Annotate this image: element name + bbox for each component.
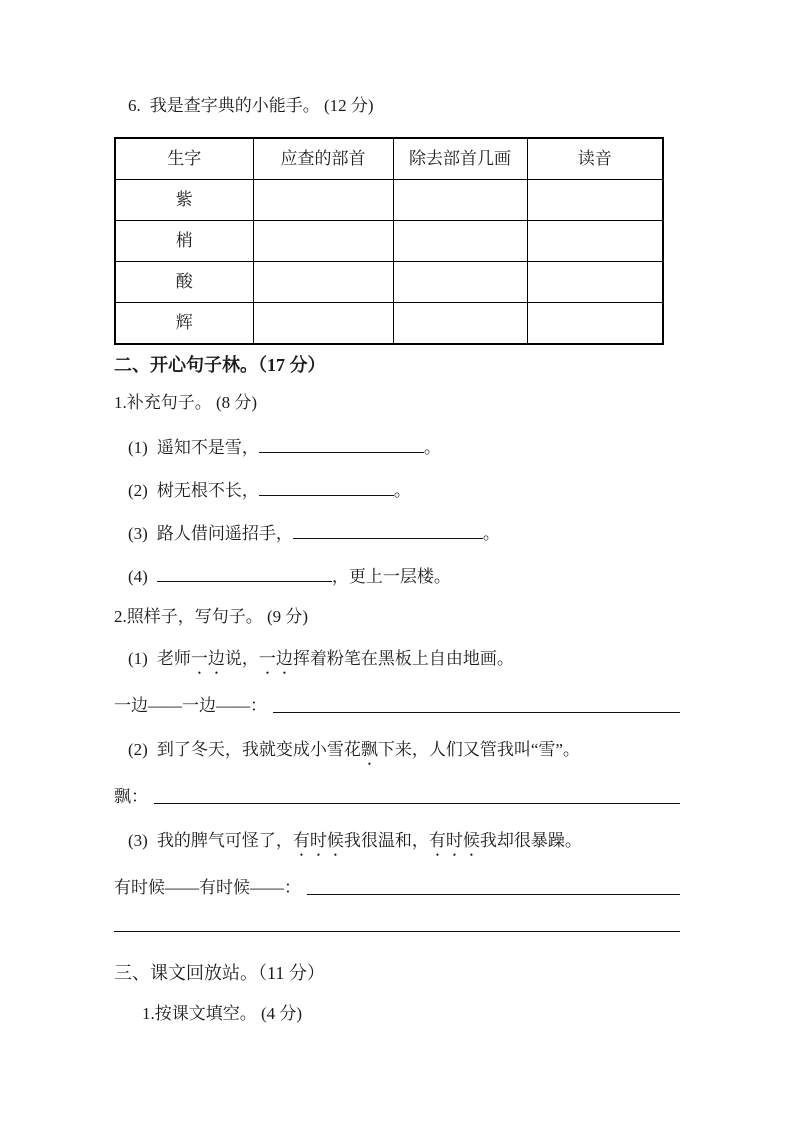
- item-text-after: ，更上一层楼。: [331, 567, 451, 586]
- table-header-row: [115, 138, 663, 180]
- sentence-part: 挥着粉笔在黑板上自由地画。: [292, 649, 514, 668]
- table-char-cell: 酸: [115, 262, 253, 303]
- table-empty-cell: [527, 180, 663, 221]
- section-3-heading: 三、课文回放站。（11 分）: [114, 963, 325, 983]
- table-empty-cell: [393, 180, 527, 221]
- item-number: (1): [128, 438, 148, 457]
- table-empty-cell: [253, 303, 393, 345]
- table-empty-cell: [393, 303, 527, 345]
- table-header-cell: 读音: [527, 138, 663, 180]
- question-text: 我是查字典的小能手。 (12 分): [149, 96, 374, 115]
- table-header-cell: 除去部首几画: [393, 138, 527, 180]
- item-number: (3): [128, 524, 148, 543]
- item-number: (2): [128, 740, 148, 759]
- table-char-cell: 辉: [115, 303, 253, 345]
- example-sentence-3: [128, 829, 680, 860]
- pattern-label: 有时候——有时候——：: [114, 878, 301, 897]
- emphasized-text: 有时候: [428, 831, 480, 850]
- item-text-before: 路人借问遥招手，: [156, 524, 293, 543]
- emphasized-text: 一边: [190, 649, 225, 668]
- table-empty-cell: [253, 262, 393, 303]
- answer-line: [307, 894, 680, 895]
- subsection-2-2-title: 2.照样子，写句子。 (9 分): [114, 607, 309, 626]
- question-6-title: [128, 96, 680, 116]
- table-header-cell: 生字: [115, 138, 253, 180]
- fill-item-4: [128, 566, 680, 587]
- item-number: (4): [128, 567, 148, 586]
- section-2-heading: 二、开心句子林。（17 分）: [114, 355, 326, 375]
- table-char-cell: 紫: [115, 180, 253, 221]
- item-text-after: 。: [482, 524, 500, 543]
- table-row: [115, 180, 663, 221]
- item-number: (1): [128, 649, 148, 668]
- item-number: (2): [128, 481, 148, 500]
- pattern-prompt-3: [114, 878, 680, 898]
- example-sentence-2: [128, 738, 680, 769]
- dictionary-table: [114, 137, 664, 345]
- table-empty-cell: [393, 262, 527, 303]
- sentence-part: 我很温和，: [343, 831, 429, 850]
- pattern-label: 一边——一边——：: [114, 696, 267, 715]
- table-empty-cell: [527, 262, 663, 303]
- table-char-cell: 梢: [115, 221, 253, 262]
- table-row: [115, 221, 663, 262]
- fill-item-2: [128, 480, 680, 501]
- sentence-part: 我却很暴躁。: [479, 831, 582, 850]
- sentence-part: 我的脾气可怪了，: [156, 831, 293, 850]
- sentence-part: 到了冬天，我就变成小雪花: [156, 740, 361, 759]
- fill-item-1: [128, 437, 680, 458]
- answer-blank: [259, 437, 424, 453]
- pattern-prompt-2: [114, 787, 680, 807]
- table-header-cell: 应查的部首: [253, 138, 393, 180]
- question-number: 6.: [128, 96, 141, 115]
- answer-blank: [259, 480, 394, 496]
- subsection-3-1-title: 1.按课文填空。 (4 分): [142, 1004, 303, 1023]
- emphasized-text: 一边: [258, 649, 293, 668]
- answer-blank: [293, 523, 483, 539]
- emphasized-text: 有时候: [292, 831, 344, 850]
- item-text-before: 树无根不长，: [156, 481, 259, 500]
- sentence-part: 说，: [224, 649, 259, 668]
- table-empty-cell: [253, 221, 393, 262]
- table-row: [115, 262, 663, 303]
- table-empty-cell: [253, 180, 393, 221]
- sentence-part: 下来，人们又管我叫“雪”。: [377, 740, 580, 759]
- pattern-label: 飘：: [114, 787, 148, 806]
- table-empty-cell: [393, 221, 527, 262]
- item-number: (3): [128, 831, 148, 850]
- item-text-after: 。: [423, 438, 441, 457]
- sentence-part: 老师: [156, 649, 191, 668]
- subsection-2-1-title: 1.补充句子。 (8 分): [114, 393, 258, 412]
- answer-line-extra: [114, 931, 680, 932]
- item-text-before: 遥知不是雪，: [156, 438, 259, 457]
- table-empty-cell: [527, 303, 663, 345]
- fill-item-3: [128, 523, 680, 544]
- answer-line: [154, 803, 680, 804]
- answer-blank: [157, 566, 332, 582]
- emphasized-text: 飘: [360, 740, 378, 759]
- table-row: [115, 303, 663, 345]
- table-empty-cell: [527, 221, 663, 262]
- pattern-prompt-1: [114, 696, 680, 716]
- example-sentence-1: [128, 647, 680, 678]
- item-text-after: 。: [393, 481, 411, 500]
- answer-line: [273, 712, 680, 713]
